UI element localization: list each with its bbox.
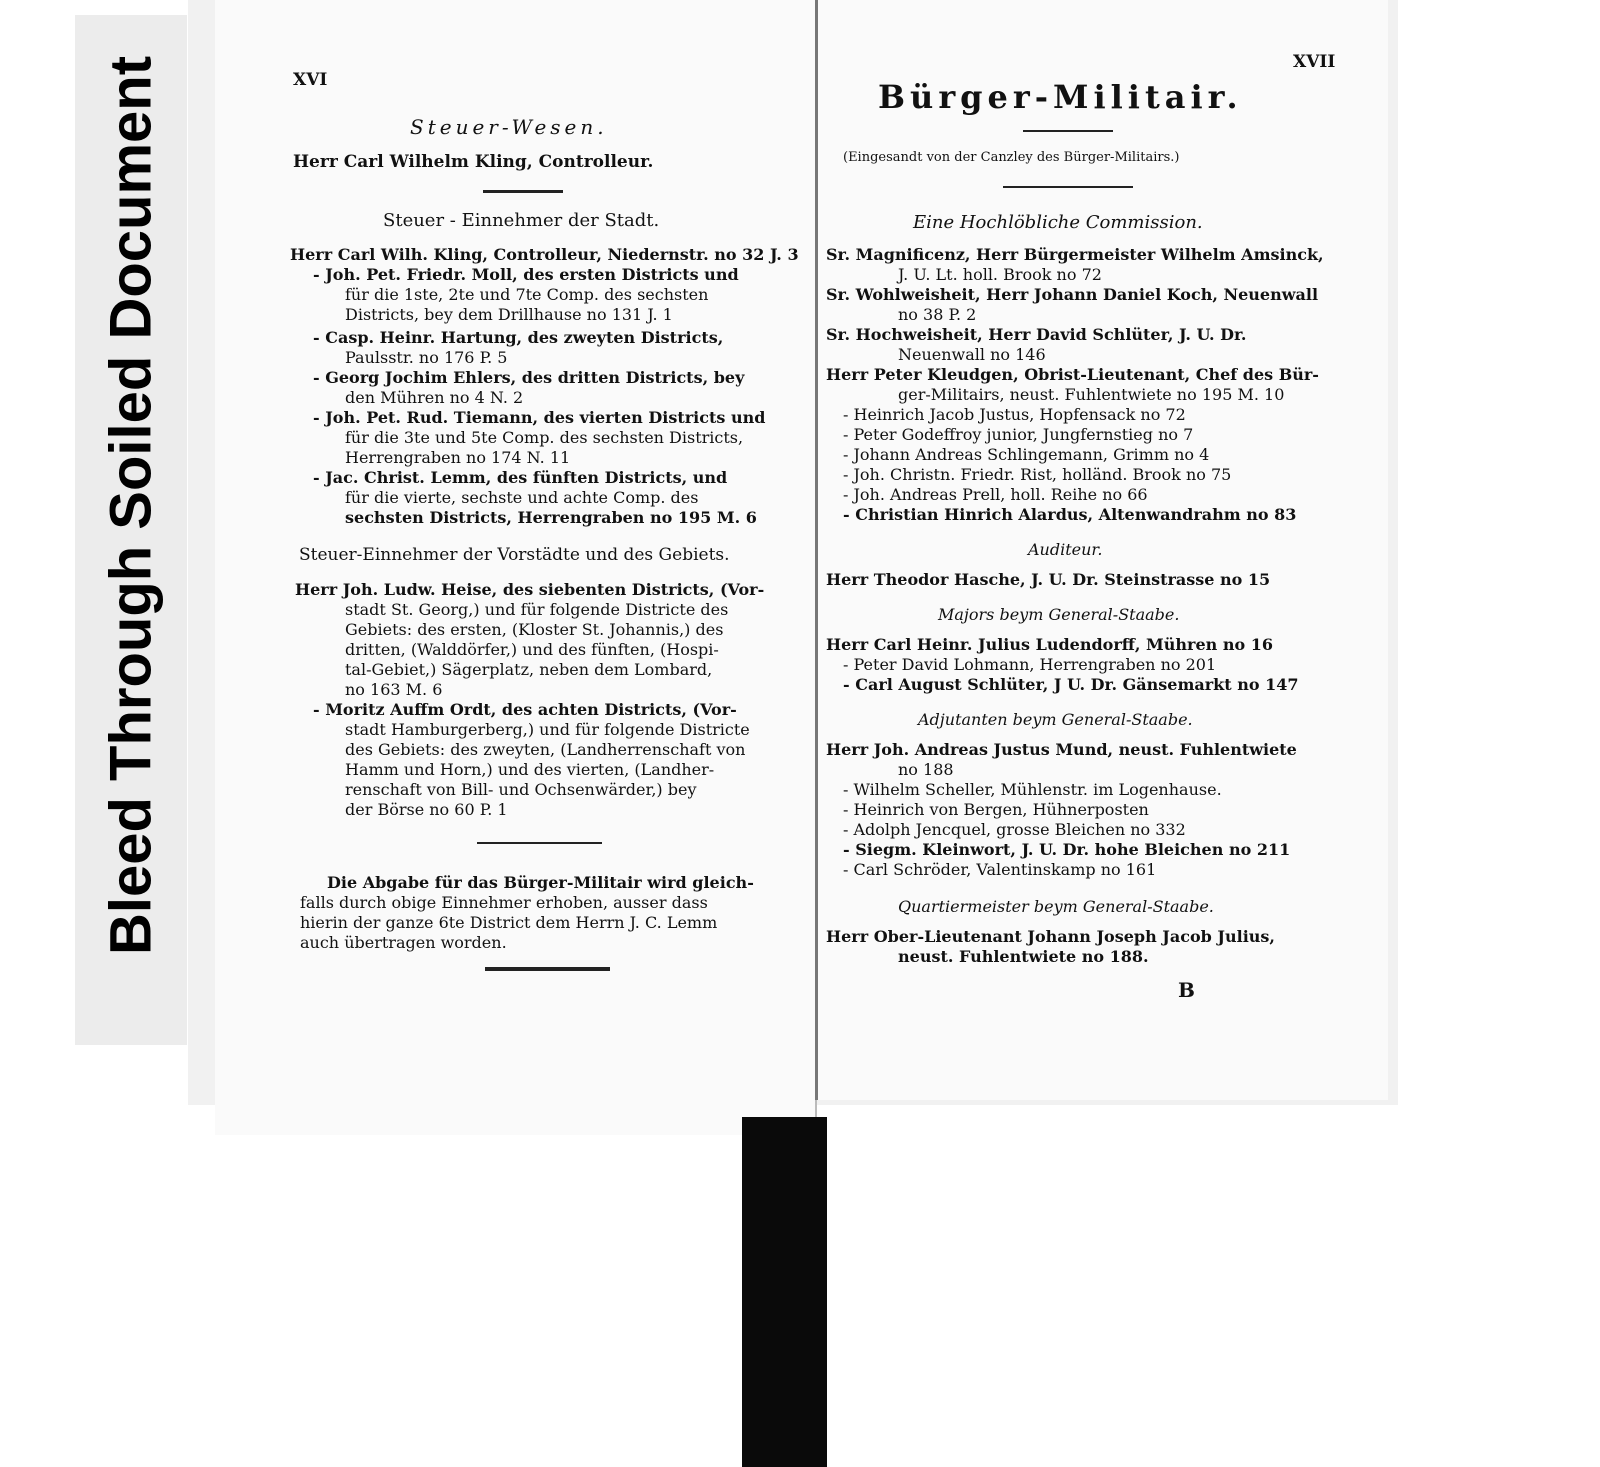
list-item: - Joh. Andreas Prell, holl. Reihe no 66 xyxy=(843,485,1148,504)
stamp-label: Bleed Through Soiled Document xyxy=(98,55,164,956)
left-page xyxy=(215,0,817,1135)
list-item: ger-Militairs, neust. Fuhlentwiete no 195 M. 10 xyxy=(898,385,1285,404)
list-item: - Moritz Auffm Ordt, des achten Districts, (Vor- xyxy=(313,700,737,719)
list-item: - Carl August Schlüter, J U. Dr. Gänsemarkt no 147 xyxy=(843,675,1299,694)
list-item: tal-Gebiet,) Sägerplatz, neben dem Lombard, xyxy=(345,660,713,679)
signature-mark: B xyxy=(1178,978,1195,1002)
divider xyxy=(483,190,563,193)
list-item: - Wilhelm Scheller, Mühlenstr. im Logenhause. xyxy=(843,780,1222,799)
list-item: Herrengraben no 174 N. 11 xyxy=(345,448,571,467)
list-item: Herr Joh. Andreas Justus Mund, neust. Fuhlentwiete xyxy=(826,740,1297,759)
page-number: XVI xyxy=(293,70,328,90)
subsection-title: Steuer-Einnehmer der Vorstädte und des Gebiets. xyxy=(299,545,730,565)
list-item: Herr Carl Wilh. Kling, Controlleur, Niedernstr. no 32 J. 3 xyxy=(290,245,799,264)
page-number: XVII xyxy=(1293,52,1336,72)
list-item: Districts, bey dem Drillhause no 131 J. 1 xyxy=(345,305,673,324)
section-title: Steuer-Wesen. xyxy=(410,115,608,139)
list-item: neust. Fuhlentwiete no 188. xyxy=(898,947,1149,966)
list-item: - Carl Schröder, Valentinskamp no 161 xyxy=(843,860,1157,879)
subsection-title: Steuer - Einnehmer der Stadt. xyxy=(383,210,660,231)
list-item: Sr. Magnificenz, Herr Bürgermeister Wilhelm Amsinck, xyxy=(826,245,1324,264)
list-item: den Mühren no 4 N. 2 xyxy=(345,388,524,407)
section-heading: Quartiermeister beym General-Staabe. xyxy=(898,897,1214,916)
list-item: Herr Joh. Ludw. Heise, des siebenten Districts, (Vor- xyxy=(295,580,765,599)
list-item: - Peter Godeffroy junior, Jungfernstieg no 7 xyxy=(843,425,1194,444)
list-item: no 163 M. 6 xyxy=(345,680,443,699)
section-heading: Adjutanten beym General-Staabe. xyxy=(918,710,1193,729)
divider xyxy=(1003,186,1133,188)
list-item: Herr Peter Kleudgen, Obrist-Lieutenant, Chef des Bür- xyxy=(826,365,1319,384)
list-item: - Christian Hinrich Alardus, Altenwandrahm no 83 xyxy=(843,505,1297,524)
list-item: - Georg Jochim Ehlers, des dritten Districts, bey xyxy=(313,368,745,387)
note-line: hierin der ganze 6te District dem Herrn J. C. Lemm xyxy=(300,913,718,932)
list-item: für die vierte, sechste und achte Comp. des xyxy=(345,488,699,507)
list-item: - Peter David Lohmann, Herrengraben no 201 xyxy=(843,655,1217,674)
list-item: stadt Hamburgerberg,) und für folgende Districte xyxy=(345,720,750,739)
list-item: für die 1ste, 2te und 7te Comp. des sechsten xyxy=(345,285,709,304)
list-item: der Börse no 60 P. 1 xyxy=(345,800,508,819)
list-item: sechsten Districts, Herrengraben no 195 M. 6 xyxy=(345,508,757,527)
list-item: no 188 xyxy=(898,760,954,779)
note-line: Die Abgabe für das Bürger-Militair wird gleich- xyxy=(327,873,754,892)
list-item: Herr Ober-Lieutenant Johann Joseph Jacob Julius, xyxy=(826,927,1275,946)
list-item: - Casp. Heinr. Hartung, des zweyten Districts, xyxy=(313,328,724,347)
list-item: Hamm und Horn,) und des vierten, (Landher- xyxy=(345,760,715,779)
document-condition-stamp xyxy=(75,15,187,1045)
list-item: - Johann Andreas Schlingemann, Grimm no 4 xyxy=(843,445,1210,464)
bookmark-ribbon xyxy=(742,1117,827,1467)
right-page xyxy=(815,0,1388,1100)
list-item: Herr Theodor Hasche, J. U. Dr. Steinstrasse no 15 xyxy=(826,570,1271,589)
list-item: - Adolph Jencquel, grosse Bleichen no 332 xyxy=(843,820,1186,839)
list-item: Neuenwall no 146 xyxy=(898,345,1046,364)
list-item: Herr Carl Heinr. Julius Ludendorff, Mühren no 16 xyxy=(826,635,1273,654)
list-item: - Joh. Pet. Rud. Tiemann, des vierten Districts und xyxy=(313,408,766,427)
note-line: auch übertragen worden. xyxy=(300,933,507,952)
divider xyxy=(1023,130,1113,132)
list-item: Sr. Wohlweisheit, Herr Johann Daniel Koch, Neuenwall xyxy=(826,285,1319,304)
list-item: - Heinrich Jacob Justus, Hopfensack no 72 xyxy=(843,405,1186,424)
subtitle: (Eingesandt von der Canzley des Bürger-Militairs.) xyxy=(843,150,1180,165)
list-item: für die 3te und 5te Comp. des sechsten Districts, xyxy=(345,428,744,447)
list-item: - Heinrich von Bergen, Hühnerposten xyxy=(843,800,1149,819)
list-item: - Joh. Christn. Friedr. Rist, holländ. Brook no 75 xyxy=(843,465,1232,484)
section-heading: Majors beym General-Staabe. xyxy=(938,605,1180,624)
list-item: J. U. Lt. holl. Brook no 72 xyxy=(898,265,1102,284)
list-item: no 38 P. 2 xyxy=(898,305,977,324)
page-title: Bürger-Militair. xyxy=(878,78,1243,116)
list-item: - Jac. Christ. Lemm, des fünften Districts, und xyxy=(313,468,728,487)
list-item: - Joh. Pet. Friedr. Moll, des ersten Districts und xyxy=(313,265,739,284)
list-item: dritten, (Walddörfer,) und des fünften, (Hospi- xyxy=(345,640,719,659)
note-line: falls durch obige Einnehmer erhoben, ausser dass xyxy=(300,893,708,912)
end-rule xyxy=(485,967,610,971)
divider xyxy=(477,842,602,844)
section-heading: Auditeur. xyxy=(1028,540,1103,559)
list-item: - Siegm. Kleinwort, J. U. Dr. hohe Bleichen no 211 xyxy=(843,840,1291,859)
list-item: Paulsstr. no 176 P. 5 xyxy=(345,348,508,367)
head-line: Herr Carl Wilhelm Kling, Controlleur. xyxy=(293,152,654,172)
list-item: Gebiets: des ersten, (Kloster St. Johannis,) des xyxy=(345,620,724,639)
list-item: stadt St. Georg,) und für folgende Districte des xyxy=(345,600,729,619)
section-heading: Eine Hochlöbliche Commission. xyxy=(913,212,1203,233)
list-item: renschaft von Bill- und Ochsenwärder,) bey xyxy=(345,780,697,799)
list-item: des Gebiets: des zweyten, (Landherrenschaft von xyxy=(345,740,746,759)
list-item: Sr. Hochweisheit, Herr David Schlüter, J. U. Dr. xyxy=(826,325,1247,344)
